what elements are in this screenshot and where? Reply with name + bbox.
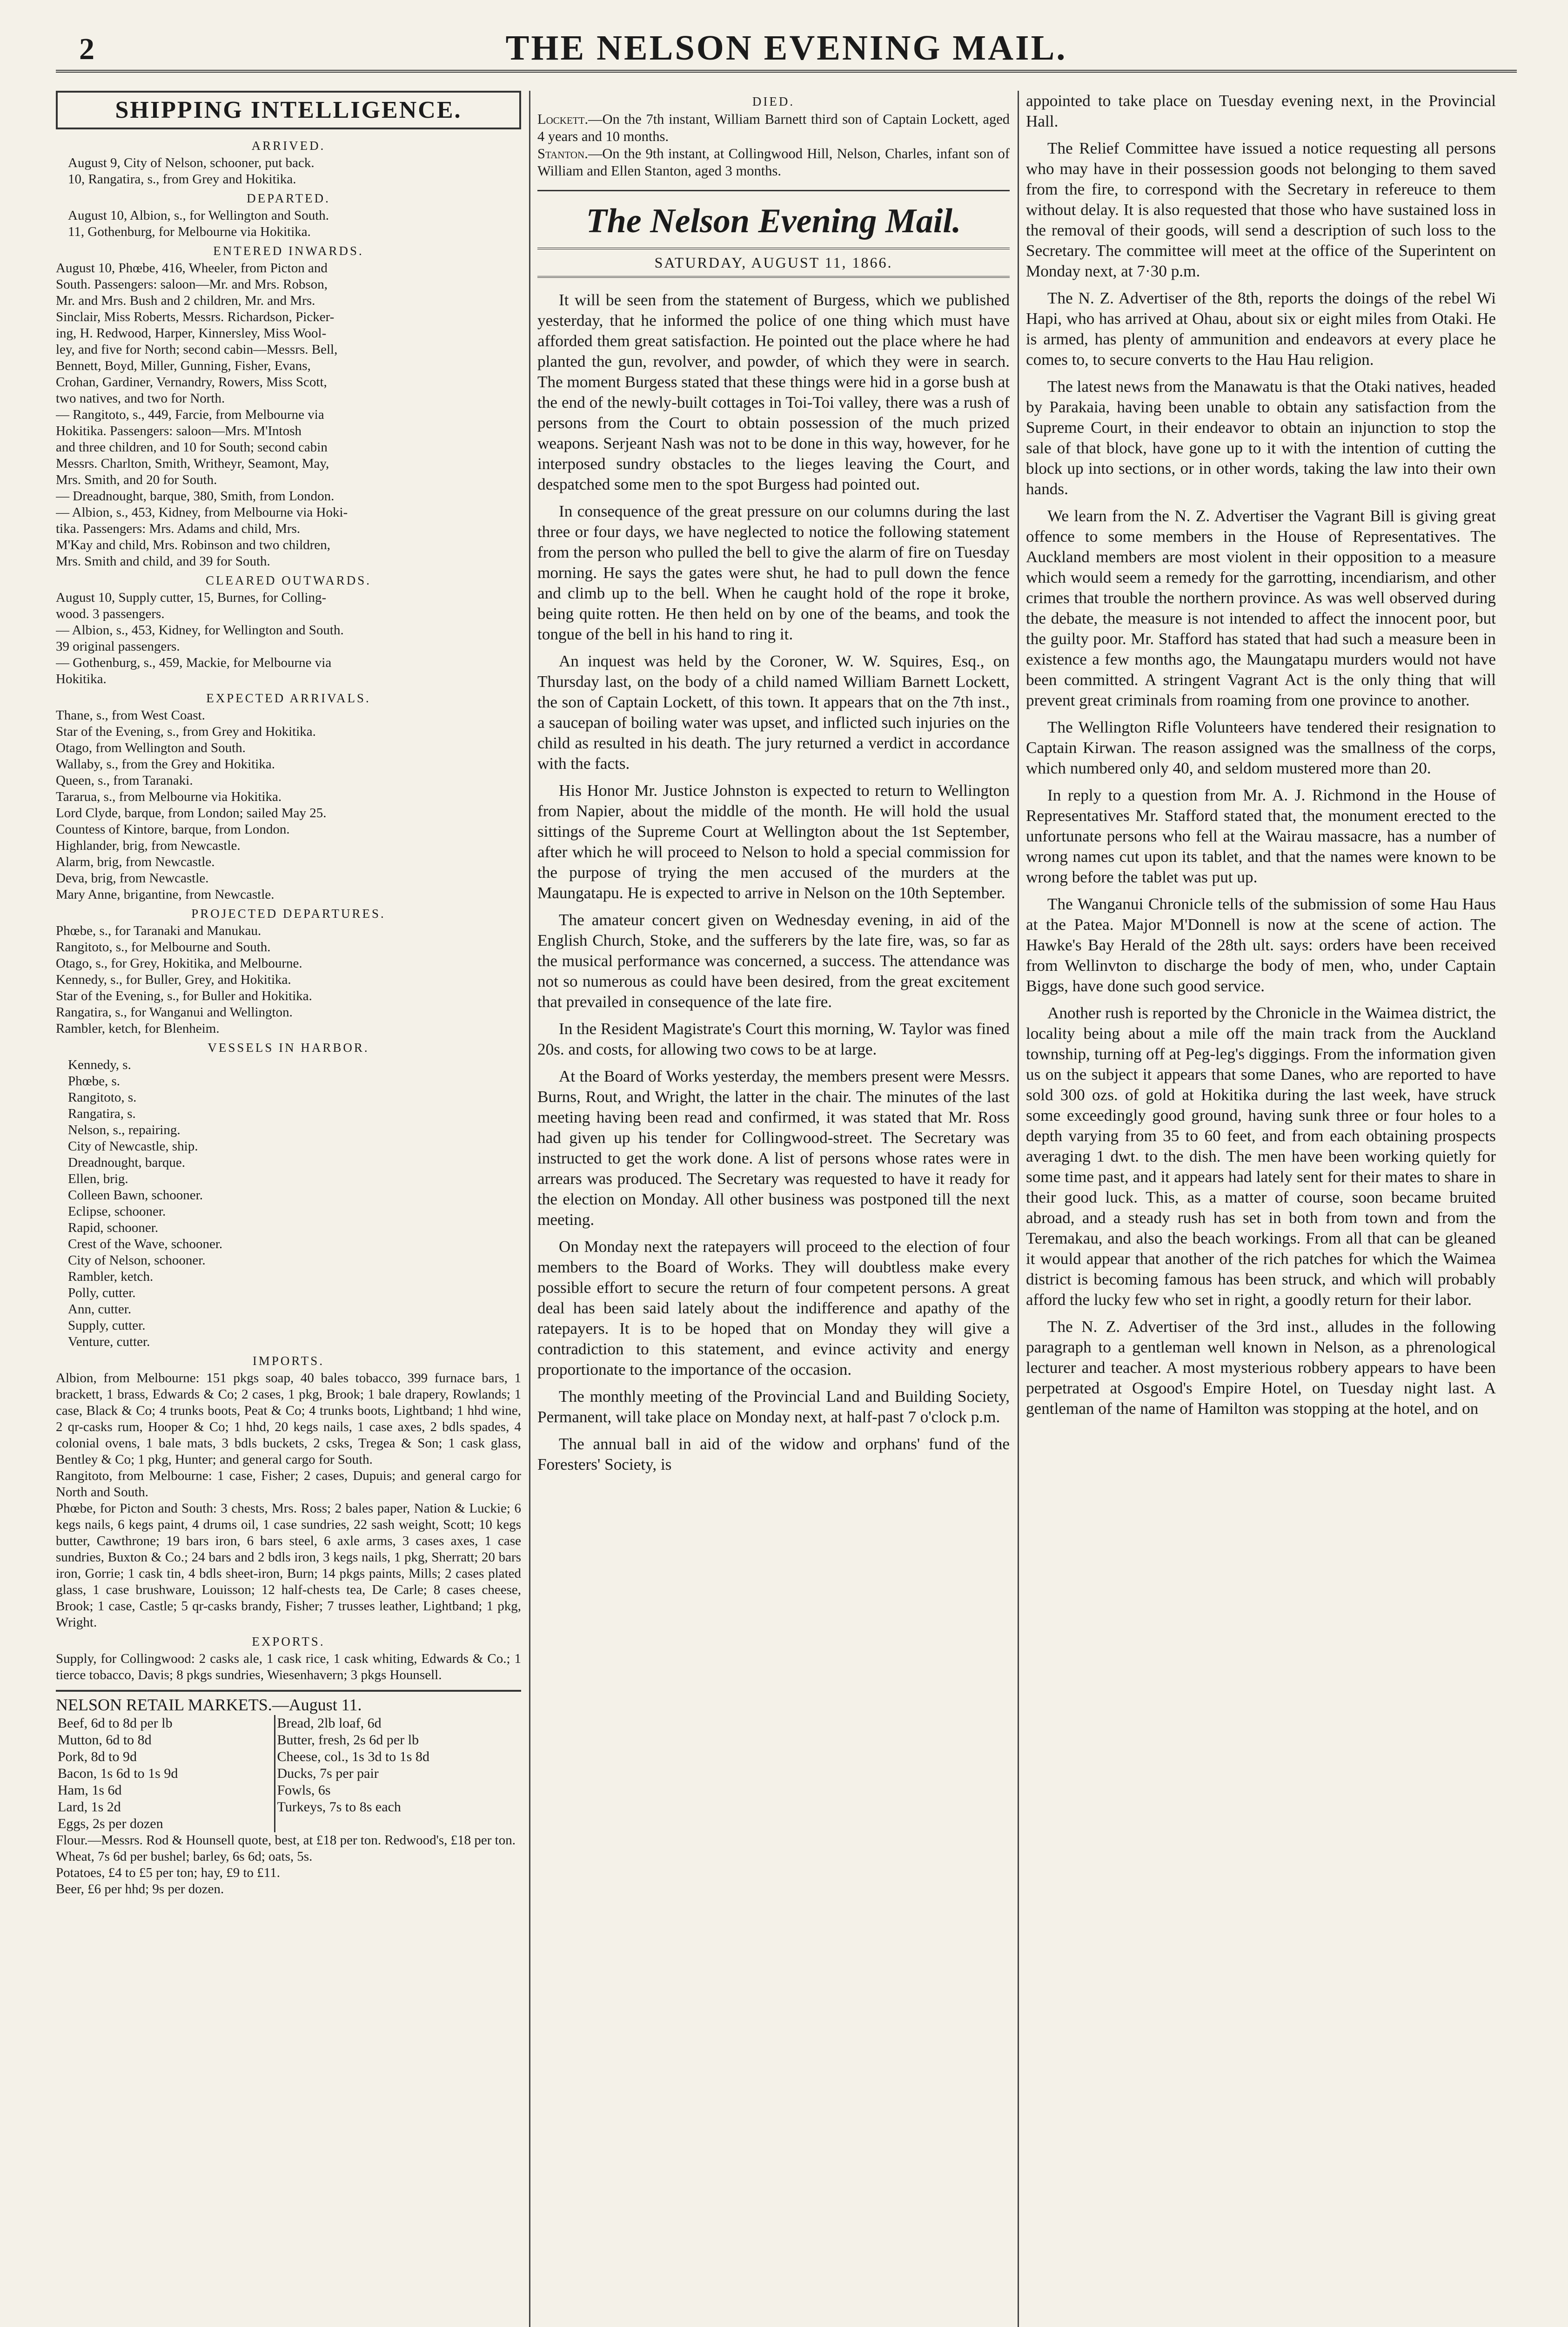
list-item: Venture, cutter. [68,1334,150,1349]
list-item: Tararua, s., from Melbourne via Hokitika. [56,789,282,804]
page-number: 2 [79,32,94,66]
list-item: Eclipse, schooner. [68,1204,166,1219]
list-item: August 9, City of Nelson, schooner, put back. [68,155,315,170]
list-projected [56,923,521,1037]
table-cell [275,1816,521,1832]
list-item: Highlander, brig, from Newcastle. [56,838,241,853]
market-notes [56,1832,521,1897]
article-paragraph: On Monday next the ratepayers will proceed to the election of four members to the Board of Works. They will doubtless make every possible effort to secure the return of four competent persons. A great deal has been said lately about the indifference and apathy of the ratepayers. It is to be hoped that on Monday they will give a contradiction to this statement, and evince activity and energy proportionate to the importance of the occasion. [537,1237,1010,1379]
list-item: Deva, brig, from Newcastle. [56,871,209,886]
article-paragraph: His Honor Mr. Justice Johnston is expected to return to Wellington from Napier, about the middle of the month. He will hold the usual sittings of the Supreme Court at Wellington about the 1st September, after which he will proceed to Nelson to hold a special commission for the purpose of trying the men accused of the murders at the Maungatapu. He is expected to arrive in Nelson on the 10th September. [537,781,1010,902]
list-item: Crest of the Wave, schooner. [68,1237,223,1251]
list-item: — Albion, s., 453, Kidney, from Melbourne via Hoki- [56,505,348,520]
list-item: Rangitoto, s., for Melbourne and South. [56,940,271,955]
masthead: THE NELSON EVENING MAIL. [505,28,1067,67]
list-item: Rangitoto, from Melbourne: 1 case, Fisher; 2 cases, Dupuis; and general cargo for North and South. [56,1468,521,1500]
section-heading: ARRIVED. [251,139,326,153]
list-item: Lord Clyde, barque, from London; sailed May 25. [56,806,327,821]
article-paragraph: At the Board of Works yesterday, the members present were Messrs. Burns, Rout, and Wright, the latter in the chair. The minutes of the last meeting having been read and confirmed, it was stated that Mr. Ross had given up his tender for Collingwood-street. The Secretary was instructed to get the work done. A list of persons whose rates were in arrears was produced. The Secretary was requested to have it ready for the election on Monday. All other business was postponed till the next meeting. [537,1067,1010,1229]
list-harbor [56,1057,521,1350]
list-item: Potatoes, £4 to £5 per ton; hay, £9 to £11. [56,1865,280,1880]
list-item: Rambler, ketch, for Blenheim. [56,1021,220,1036]
list-item: Supply, cutter. [68,1318,146,1333]
table-row [56,1799,521,1816]
table-cell: Cheese, col., 1s 3d to 1s 8d [277,1749,429,1764]
section-heading: IMPORTS. [252,1354,325,1368]
list-item: Rangatira, s., for Wanganui and Wellington. [56,1005,293,1020]
list-item: August 10, Phœbe, 416, Wheeler, from Picton and [56,261,328,276]
list-cleared [56,590,521,687]
table-row [56,1749,521,1765]
list-item: wood. 3 passengers. [56,606,165,621]
table-row [56,1782,521,1799]
news-paragraphs [1026,138,1496,1419]
table-cell: Fowls, 6s [277,1782,331,1798]
article-paragraph: We learn from the N. Z. Advertiser the Vagrant Bill is giving great offence to some members in the House of Representatives. The Auckland members are most violent in their opposition to a measure which would seem a remedy for the garrotting, incendiarism, and other crimes that trouble the northern province. As was well observed during the debate, the measure is not intended to affect the innocent poor, but the guilty poor. Mr. Stafford has stated that had such a measure been in existence a few months ago, the Maungatapu murders would not have been committed. A stringent Vagrant Act is the only thing that will prevent great criminals from roaming from one province to another. [1026,507,1496,709]
continued-paragraph: appointed to take place on Tuesday evening next, in the Provincial Hall. [1026,92,1496,130]
section-heading: ENTERED INWARDS. [213,244,364,258]
market-title: NELSON RETAIL MARKETS.—August 11. [56,1695,362,1714]
dateline: SATURDAY, AUGUST 11, 1866. [537,248,1010,278]
list-item: 10, Rangatira, s., from Grey and Hokitika. [68,172,296,187]
notice-text: —On the 7th instant, William Barnett third son of Captain Lockett, aged 4 years and 10 months. [537,111,1010,144]
death-notice [537,111,1010,145]
section-heading: EXPECTED ARRIVALS. [206,691,371,705]
list-exports [56,1651,521,1683]
table-cell: Pork, 8d to 9d [56,1749,275,1765]
list-item: Rangatira, s. [68,1106,136,1121]
list-item: Star of the Evening, s., from Grey and Hokitika. [56,724,316,739]
table-cell: Beef, 6d to 8d per lb [56,1715,275,1732]
table-cell: Butter, fresh, 2s 6d per lb [277,1732,419,1748]
list-item: ley, and five for North; second cabin—Messrs. Bell, [56,342,338,357]
list-item: Queen, s., from Taranaki. [56,773,193,788]
list-item: Star of the Evening, s., for Buller and Hokitika. [56,989,312,1003]
list-item: two natives, and two for North. [56,391,225,406]
list-item: Kennedy, s. [68,1057,131,1072]
list-item: Crohan, Gardiner, Vernandry, Rowers, Miss Scott, [56,375,327,390]
list-expected [56,707,521,903]
retail-markets [56,1690,521,1897]
table-row [56,1732,521,1749]
list-item: Hokitika. Passengers: saloon—Mrs. M'Intosh [56,424,302,438]
list-item: City of Newcastle, ship. [68,1139,198,1154]
list-item: and three children, and 10 for South; second cabin [56,440,328,455]
list-item: Polly, cutter. [68,1285,136,1300]
death-notices [537,111,1010,180]
list-item: Otago, from Wellington and South. [56,740,246,755]
list-item: August 10, Albion, s., for Wellington and South. [68,208,329,223]
list-item: Rambler, ketch. [68,1269,154,1284]
list-item: Dreadnought, barque. [68,1155,186,1170]
list-item: Phœbe, s., for Taranaki and Manukau. [56,923,261,938]
notice-name: Lockett. [537,111,589,127]
article-paragraph: In the Resident Magistrate's Court this morning, W. Taylor was fined 20s. and costs, for allowing two cows to be at large. [537,1020,1010,1058]
column-editorial [537,91,1010,2327]
list-item: Mrs. Smith, and 20 for South. [56,472,217,487]
list-departed [56,208,521,240]
list-item: Rangitoto, s. [68,1090,137,1105]
list-item: City of Nelson, schooner. [68,1253,206,1268]
list-item: Countess of Kintore, barque, from London. [56,822,290,837]
article-paragraph: An inquest was held by the Coroner, W. W. Squires, Esq., on Thursday last, on the body of a child named William Barnett Lockett, the son of Captain Lockett, of this town. It appears that on the 7th inst., a saucepan of boiling water was upset, and inflicted such injuries on the child as resulted in his death. The jury returned a verdict in accordance with the facts. [537,652,1010,773]
list-item: Hokitika. [56,672,107,686]
column-news [1026,91,1496,2327]
section-heading: DIED. [752,94,795,108]
paper-title: The Nelson Evening Mail. [586,202,961,240]
market-table [56,1715,521,1832]
article-paragraph: The amateur concert given on Wednesday evening, in aid of the English Church, Stoke, and the sufferers by the late fire, was, so far as the musical performance was concerned, a success. The attendance was not so numerous as could have been desired, from the great excitement that prevailed in consequence of the late fire. [537,911,1010,1011]
list-item: Flour.—Messrs. Rod & Hounsell quote, best, at £18 per ton. Redwood's, £18 per ton. [56,1833,516,1848]
list-item: Sinclair, Miss Roberts, Messrs. Richardson, Picker- [56,309,335,324]
list-item: Ann, cutter. [68,1302,132,1317]
table-cell: Turkeys, 7s to 8s each [277,1799,401,1815]
table-cell: Lard, 1s 2d [56,1799,275,1816]
list-item: Mr. and Mrs. Bush and 2 children, Mr. and Mrs. [56,293,315,308]
list-item: — Gothenburg, s., 459, Mackie, for Melbourne via [56,655,332,670]
list-item: Phœbe, for Picton and South: 3 chests, Mrs. Ross; 2 bales paper, Nation & Luckie; 6 kegs nails, 6 kegs paint, 4 drums oil, 1 case sundries, 22 sash weight, Scott; 10 kegs butter, Cawthrone; 19 bars iron, 6 bars steel, 6 axle arms, 3 cases axes, 1 case sundries, Buxton & Co.; 24 bars and 2 bdls iron, 3 kegs nails, 1 pkg, Sherratt; 20 bars iron, Gorrie; 1 cask tin, 4 bdls sheet-iron, Burn; 14 pkgs paints, Mills; 2 cases plated glass, 1 case brushware, Louisson; 12 half-chests tea, De Carle; 8 cases cheese, Brook; 1 case, Castle; 5 qr-casks brandy, Fisher; 7 trusses leather, Lightband; 1 pkg, Wright. [56,1501,521,1630]
list-item: Mary Anne, brigantine, from Newcastle. [56,887,275,902]
list-item: Nelson, s., repairing. [68,1123,181,1137]
list-item: Wheat, 7s 6d per bushel; barley, 6s 6d; oats, 5s. [56,1849,313,1864]
list-item: Ellen, brig. [68,1171,128,1186]
list-item: Supply, for Collingwood: 2 casks ale, 1 cask rice, 1 cask whiting, Edwards & Co.; 1 tierce tobacco, Davis; 8 pkgs sundries, Wiesenhavern; 3 pkgs Hounsell. [56,1651,521,1682]
list-item: Colleen Bawn, schooner. [68,1188,203,1203]
list-item: Rapid, schooner. [68,1220,159,1235]
title-frame [537,190,1010,278]
table-cell: Ducks, 7s per pair [277,1766,379,1781]
article-paragraph: In consequence of the great pressure on our columns during the last three or four days, we have neglected to notice the following statement from the person who pulled the bell to give the alarm of fire on Tuesday morning. He says the gates were shut, he had to pull down the fence and climb up to the bell. When he caught hold of the rope it broke, being quite rotten. He then held on by one of the beams, and took the tongue of the bell in his hand to ring it. [537,502,1010,643]
table-cell: Bread, 2lb loaf, 6d [277,1715,382,1731]
article-paragraph: The Relief Committee have issued a notice requesting all persons who may have in their possession goods not belonging to them saved from the fire, to correspond with the Secretary in refereuce to them without delay. It is also requested that those who have sustained loss in the removal of their goods, will send a description of such loss to the Secretary. The committee will meet at the office of the Superintent on Monday next, at 7·30 p.m. [1026,139,1496,280]
notice-name: Stanton. [537,146,588,161]
list-item: — Dreadnought, barque, 380, Smith, from London. [56,489,335,504]
column-shipping [56,91,521,2327]
list-item: Beer, £6 per hhd; 9s per dozen. [56,1882,224,1897]
page-header [56,19,1517,73]
section-heading: PROJECTED DEPARTURES. [191,907,386,921]
list-entered [56,260,521,570]
section-heading: VESSELS IN HARBOR. [208,1041,369,1055]
table-cell: Mutton, 6d to 8d [56,1732,275,1749]
list-item: ing, H. Redwood, Harper, Kinnersley, Miss Wool- [56,326,327,341]
article-paragraph: The annual ball in aid of the widow and orphans' fund of the Foresters' Society, is [537,1435,1010,1473]
table-row [56,1816,521,1832]
list-imports [56,1370,521,1631]
list-item: Albion, from Melbourne: 151 pkgs soap, 40 bales tobacco, 399 furnace bars, 1 brackett, 1 brass, Edwards & Co; 2 cases, 1 pkg, Brook; 1 bale drapery, Rowlands; 1 case, Black & Co; 4 trunks boots, Peat & Co; 4 trunks boots, Lightband; 1 hhd wine, 2 qr-casks rum, Hooper & Co; 1 hhd, 20 kegs nails, 1 case axes, 2 bdls spades, 4 colonial ovens, 1 bale mats, 3 bdls buckets, 2 csks, Tregea & Son; 1 cask glass, Bentley & Co; 1 pkg, Hunter; and general cargo for South. [56,1371,521,1467]
list-item: — Albion, s., 453, Kidney, for Wellington and South. [56,623,344,638]
article-paragraph: The latest news from the Manawatu is that the Otaki natives, headed by Parakaia, having been unable to obtain any satisfaction from the Supreme Court, in their endeavor to obtain an injunction to stop the sale of that block, have gone up to it with the intention of cutting the block up into sections, or in other words, taking the law into their own hands. [1026,377,1496,498]
list-item: Thane, s., from West Coast. [56,708,205,723]
article-paragraph: The Wanganui Chronicle tells of the submission of some Hau Haus at the Patea. Major M'Donnell is now at the scene of action. The Hawke's Bay Herald of the 28th ult. says: orders have been received from Wellinvton to discharge the body of men, who, under Captain Biggs, have done such good service. [1026,895,1496,995]
list-item: Phœbe, s. [68,1074,120,1089]
article-paragraph: The N. Z. Advertiser of the 3rd inst., alludes in the following paragraph to a gentleman well known in Nelson, as a phrenological lecturer and teacher. A most mysterious robbery appears to have been perpetrated at Osgood's Empire Hotel, on Tuesday night last. A gentleman of the name of Hamilton was stopping at the hotel, and on [1026,1318,1496,1418]
list-item: Kennedy, s., for Buller, Grey, and Hokitika. [56,972,291,987]
list-item: Wallaby, s., from the Grey and Hokitika. [56,757,275,772]
list-item: August 10, Supply cutter, 15, Burnes, for Colling- [56,590,327,605]
article-paragraph: In reply to a question from Mr. A. J. Richmond in the House of Representatives Mr. Stafford stated that, the monument erected to the unfortunate persons who fell at the Wairau massacre, has a number of wrong names cut upon its tablet, and that the names were known to be wrong before the tablet was put up. [1026,786,1496,886]
list-item: Messrs. Charlton, Smith, Writheyr, Seamont, May, [56,456,329,471]
table-cell: Eggs, 2s per dozen [56,1816,275,1832]
list-item: Bennett, Boyd, Miller, Gunning, Fisher, Evans, [56,358,311,373]
column-rule [529,91,530,2327]
death-notice [537,145,1010,180]
notice-text: —On the 9th instant, at Collingwood Hill, Nelson, Charles, infant son of William and Ellen Stanton, aged 3 months. [537,146,1010,179]
editorial-paragraphs [537,290,1010,1475]
table-cell: Ham, 1s 6d [56,1782,275,1799]
article-paragraph: It will be seen from the statement of Burgess, which we published yesterday, that he informed the police of one thing which must have afforded them great satisfaction. He pointed out the place where he had planted the gun, revolver, and powder, of which they were in search. The moment Burgess stated that these things were hid in a gorse bush at the end of the newly-built cottages in Toi-Toi valley, there was a rush of persons from the Court to obtain possession of the much prized weapons. Serjeant Nash was not to be done in this way, however, for he interposed sundry obstacles to the lieges leaving the Court, and despatched some men to the spot Burgess had pointed out. [537,291,1010,493]
section-heading: EXPORTS. [252,1634,325,1648]
list-item: 39 original passengers. [56,639,180,654]
article-paragraph: The Wellington Rifle Volunteers have tendered their resignation to Captain Kirwan. The reason assigned was the smallness of the corps, which numbered only 40, and seldom mustered more than 20. [1026,718,1496,777]
list-item: M'Kay and child, Mrs. Robinson and two children, [56,538,330,552]
section-heading: DEPARTED. [247,191,330,205]
table-row [56,1765,521,1782]
article-paragraph: The N. Z. Advertiser of the 8th, reports the doings of the rebel Wi Hapi, who has arrived at Ohau, about six or eight miles from Otaki. He is armed, has plenty of ammunition and endeavors at every place he comes to, to secure converts to the Hau Hau religion. [1026,289,1496,369]
list-item: — Rangitoto, s., 449, Farcie, from Melbourne via [56,407,324,422]
article-paragraph: The monthly meeting of the Provincial Land and Building Society, Permanent, will take place on Monday next, at half-past 7 o'clock p.m. [537,1387,1010,1426]
table-cell: Bacon, 1s 6d to 1s 9d [56,1765,275,1782]
section-title: SHIPPING INTELLIGENCE. [56,91,521,129]
article-paragraph: Another rush is reported by the Chronicle in the Waimea district, the locality being about a mile off the main track from the Auckland township, turning off at Peg-leg's diggings. From the information given us on the subject it appears that some Danes, who are reported to have sold 300 ozs. of gold at Hokitika during the last week, have struck some exceedingly good ground, having sunk three or four holes to a depth varying from 35 to 60 feet, and from each obtaining prospects averaging 1 dwt. to the dish. The men have been working quietly for some time past, and it appears had lately sent for their mates to share in their good luck. This, as a matter of course, soon became bruited abroad, and a steady rush has set in both from town and from the Teremakau, and also the beach workings. From all that can be gleaned it would appear that another of the rich patches for which the Waimea district is becoming famous has been struck, and which will probably afford the lucky few who set in right, a goodly return for their labor. [1026,1004,1496,1309]
list-item: South. Passengers: saloon—Mr. and Mrs. Robson, [56,277,328,292]
list-arrived [56,155,521,188]
list-item: tika. Passengers: Mrs. Adams and child, Mrs. [56,521,301,536]
column-rule [1018,91,1019,2327]
list-item: Mrs. Smith and child, and 39 for South. [56,554,270,569]
list-item: Alarm, brig, from Newcastle. [56,854,215,869]
list-item: 11, Gothenburg, for Melbourne via Hokitika. [68,224,311,239]
section-heading: CLEARED OUTWARDS. [206,573,371,587]
list-item: Otago, s., for Grey, Hokitika, and Melbourne. [56,956,302,971]
table-row [56,1715,521,1732]
